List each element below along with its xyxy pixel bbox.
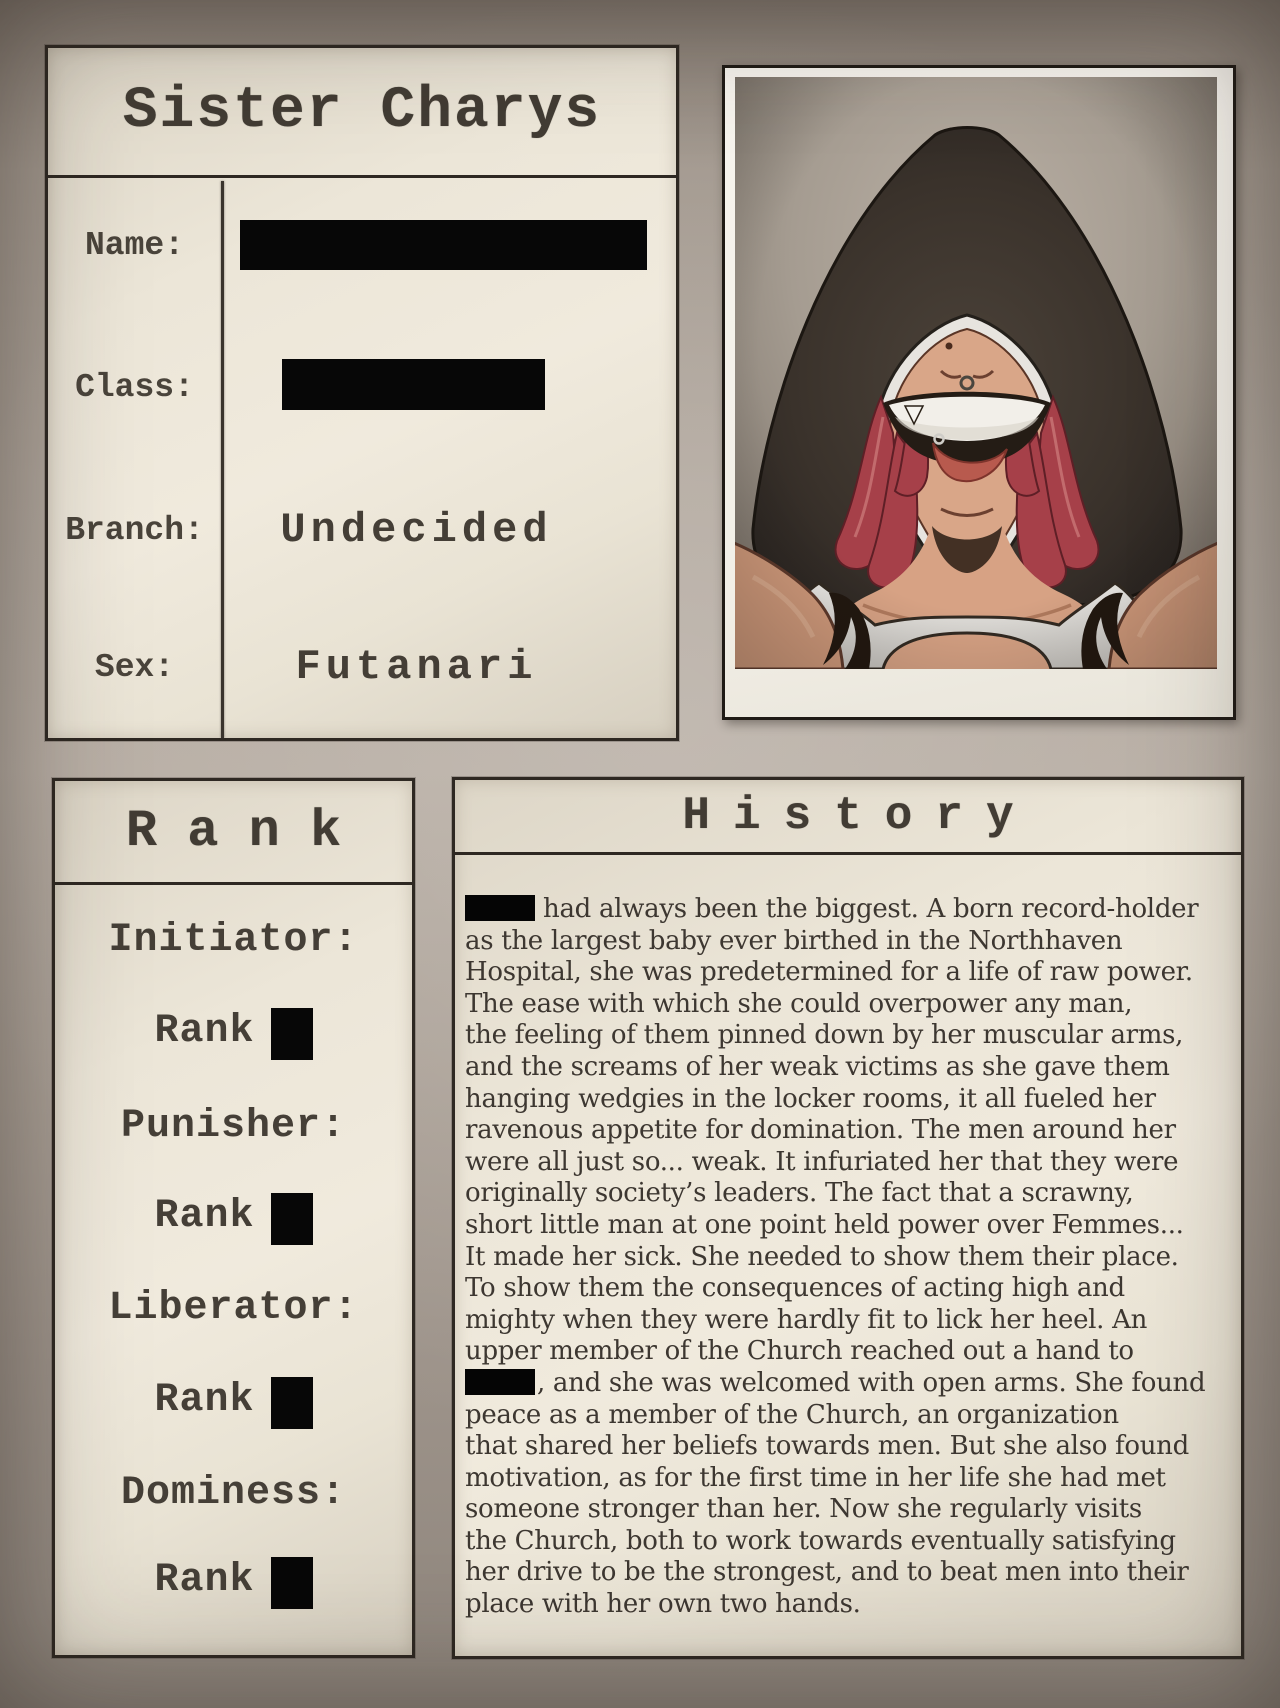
rank-entry-value bbox=[55, 1372, 412, 1428]
redaction-bar bbox=[282, 359, 545, 410]
history-line: had always been the biggest. A born record-holder bbox=[465, 894, 1235, 926]
history-line: the feeling of them pinned down by her muscular arms, bbox=[465, 1020, 1184, 1051]
photo-vignette bbox=[735, 77, 1217, 669]
history-line: place with her own two hands. bbox=[465, 1589, 861, 1620]
inline-redaction bbox=[465, 895, 535, 921]
rank-word: Rank bbox=[154, 1557, 255, 1603]
rank-redaction-box bbox=[271, 1008, 313, 1060]
history-line: , and she was welcomed with open arms. She found bbox=[465, 1368, 1235, 1400]
profile-field-row bbox=[48, 508, 676, 552]
history-line: ravenous appetite for domination. The men around her bbox=[465, 1115, 1176, 1146]
history-line: as the largest baby ever birthed in the Northhaven bbox=[465, 925, 1123, 956]
rank-entry-label: Liberator: bbox=[108, 1285, 359, 1331]
rank-word: Rank bbox=[154, 1377, 255, 1423]
history-line: It made her sick. She needed to show them their place. bbox=[465, 1241, 1179, 1272]
history-line: motivation, as for the first time in her life she had met bbox=[465, 1462, 1166, 1493]
history-text bbox=[465, 858, 1235, 1621]
history-line: upper member of the Church reached out a hand to bbox=[465, 1336, 1134, 1367]
field-value: Undecided bbox=[280, 506, 553, 554]
rank-word: Rank bbox=[154, 1193, 255, 1239]
history-line: and the screams of her weak victims as she gave them bbox=[465, 1051, 1170, 1082]
rank-entry-value bbox=[55, 1188, 412, 1244]
rank-entry-label: Initiator: bbox=[108, 917, 359, 963]
rank-card bbox=[52, 778, 415, 1658]
field-label: Sex: bbox=[94, 648, 175, 686]
history-line: short little man at one point held power over Femmes... bbox=[465, 1209, 1184, 1240]
profile-card-title: Sister Charys bbox=[48, 48, 676, 178]
portrait-polaroid bbox=[722, 65, 1236, 720]
history-card bbox=[452, 777, 1244, 1659]
rank-word: Rank bbox=[154, 1008, 255, 1054]
rank-entries bbox=[55, 888, 412, 1655]
history-line: Hospital, she was predetermined for a life of raw power. bbox=[465, 957, 1193, 988]
history-line: peace as a member of the Church, an organization bbox=[465, 1399, 1119, 1430]
rank-entry-label: Punisher: bbox=[120, 1103, 347, 1149]
history-line: To show them the consequences of acting high and bbox=[465, 1273, 1125, 1304]
history-line: her drive to be the strongest, and to beat men into their bbox=[465, 1557, 1189, 1588]
profile-card-fields bbox=[48, 181, 676, 738]
history-line: the Church, both to work towards eventually satisfying bbox=[465, 1525, 1176, 1556]
history-line: someone stronger than her. Now she regularly visits bbox=[465, 1494, 1142, 1525]
rank-redaction-box bbox=[271, 1193, 313, 1245]
hooded-grinning-woman-portrait bbox=[735, 77, 1217, 669]
history-card-title: History bbox=[455, 780, 1241, 855]
history-line: originally society’s leaders. The fact that a scrawny, bbox=[465, 1178, 1134, 1209]
inline-redaction bbox=[465, 1369, 535, 1395]
profile-field-row bbox=[48, 645, 676, 689]
field-label: Class: bbox=[75, 368, 194, 406]
history-line: The ease with which she could overpower any man, bbox=[465, 988, 1133, 1019]
field-value: Futanari bbox=[295, 643, 538, 691]
rank-entry-value bbox=[55, 1552, 412, 1608]
rank-card-title: Rank bbox=[55, 781, 412, 885]
profile-card bbox=[45, 45, 679, 741]
rank-redaction-box bbox=[271, 1377, 313, 1429]
rank-entry-label: Dominess: bbox=[120, 1470, 347, 1516]
redaction-bar bbox=[240, 220, 647, 270]
history-line: that shared her beliefs towards men. But she also found bbox=[465, 1431, 1189, 1462]
history-line: hanging wedgies in the locker rooms, it all fueled her bbox=[465, 1083, 1156, 1114]
history-line: mighty when they were hardly fit to lick her heel. An bbox=[465, 1304, 1148, 1335]
rank-redaction-box bbox=[271, 1557, 313, 1609]
history-line: were all just so... weak. It infuriated her that they were bbox=[465, 1146, 1179, 1177]
rank-entry-value bbox=[55, 1003, 412, 1059]
field-label: Branch: bbox=[65, 511, 204, 549]
field-label: Name: bbox=[84, 226, 185, 264]
